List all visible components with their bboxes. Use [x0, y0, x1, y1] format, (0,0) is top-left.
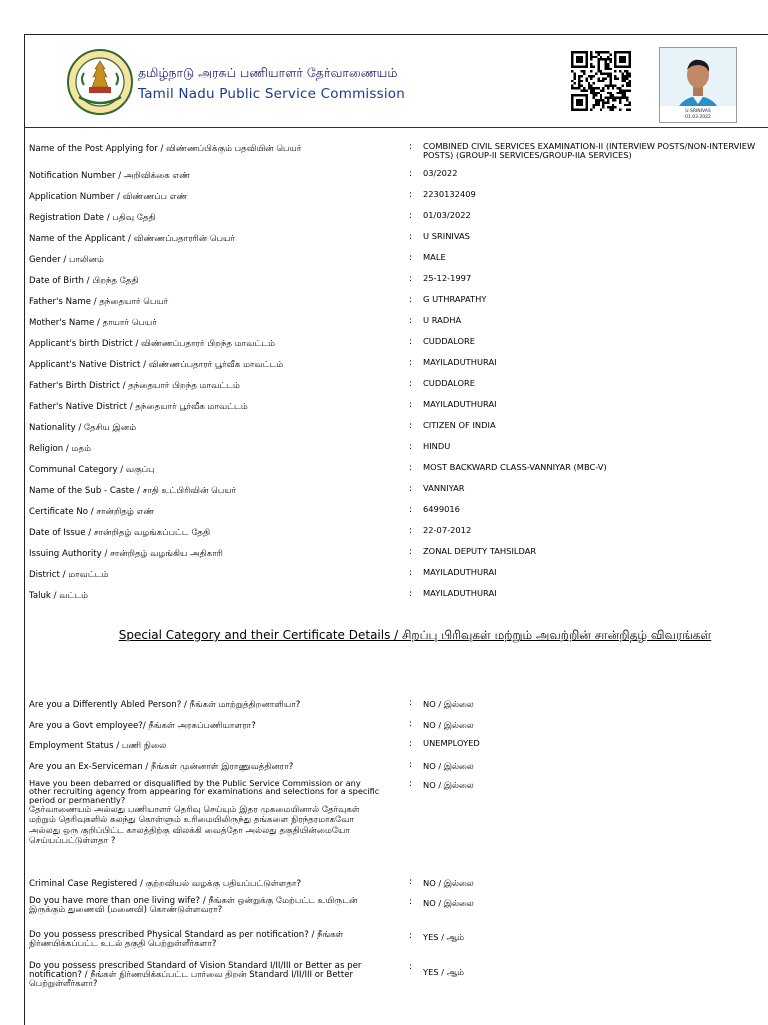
special-value: NO / இல்லை	[423, 898, 474, 908]
colon: :	[409, 779, 413, 789]
special-value: NO / இல்லை	[423, 878, 474, 888]
colon: :	[409, 358, 413, 368]
special-label: Do you possess prescribed Standard of Vision Standard I/II/III or Better as per notification? / நீங்கள் நிர்ணயிக்கப்பட்ட பார்வை திறன் Standard I/II/III or Better பெற்றுள்ளீர்களா?	[29, 961, 362, 989]
detail-value: U SRINIVAS	[423, 231, 470, 241]
special-label: Are you an Ex-Serviceman / நீங்கள் முன்னாள் இராணுவத்தினரா?	[29, 762, 294, 772]
detail-value: CUDDALORE	[423, 336, 476, 346]
colon: :	[409, 421, 413, 431]
detail-label: Gender / பாலினம்	[29, 255, 104, 265]
detail-label: District / மாவட்டம்	[29, 570, 109, 580]
colon: :	[409, 253, 413, 263]
detail-value: 2230132409	[423, 189, 476, 199]
detail-value: MAYILADUTHURAI	[423, 399, 497, 409]
colon: :	[409, 400, 413, 410]
colon: :	[409, 211, 413, 221]
colon: :	[409, 379, 413, 389]
colon: :	[409, 316, 413, 326]
colon: :	[409, 568, 413, 578]
special-label-tamil: தேர்வாணையம் அல்லது பணியாளர் தெரிவு செய்யும் இதர முகமையினால் தேர்வுகள் மற்றும் தெரிவுகளில் கலந்து கொள்ளும் உரிமையிலிருந்து தங்களை நிரந்தரமாகவோ அல்லது ஒரு குறிப்பிட்ட காலத்திற்கு விலக்கி வைத்தோ அல்லது தகுதியின்மையோ செய்யப்பட்டுள்ளதா ?	[29, 804, 360, 847]
special-value: NO / இல்லை	[423, 780, 474, 790]
detail-label: Date of Issue / சான்றிதழ் வழங்கப்பட்ட தேதி	[29, 528, 211, 538]
detail-value: MALE	[423, 252, 446, 262]
detail-value: ZONAL DEPUTY TAHSILDAR	[423, 546, 537, 556]
colon: :	[409, 337, 413, 347]
special-label	[29, 779, 385, 847]
colon: :	[409, 739, 413, 749]
detail-label: Applicant's birth District / விண்ணப்பதாரர் பிறந்த மாவட்டம்	[29, 339, 276, 349]
colon: :	[409, 232, 413, 242]
special-label: Employment Status / பணி நிலை	[29, 741, 167, 751]
colon: :	[409, 897, 413, 907]
colon: :	[409, 526, 413, 536]
special-value: NO / இல்லை	[423, 720, 474, 730]
special-value: YES / ஆம்	[423, 932, 464, 942]
detail-value: CUDDALORE	[423, 378, 476, 388]
special-category-title: Special Category and their Certificate Details / சிறப்பு பிரிவுகள் மற்றும் அவற்றின் சான்றிதழ் விவரங்கள்	[118, 628, 712, 642]
detail-value: 01/03/2022	[423, 210, 471, 220]
special-label: Are you a Differently Abled Person? / நீங்கள் மாற்றுத்திறனாளியா?	[29, 700, 301, 710]
detail-value: 25-12-1997	[423, 273, 472, 283]
detail-value: U RADHA	[423, 315, 462, 325]
application-page	[24, 34, 768, 1025]
colon: :	[409, 190, 413, 200]
detail-label: Name of the Post Applying for / விண்ணப்பிக்கும் பதவியின் பெயர்	[29, 144, 302, 154]
colon: :	[409, 274, 413, 284]
detail-label: Father's Name / தந்தையார் பெயர்	[29, 297, 169, 307]
colon: :	[409, 505, 413, 515]
colon: :	[409, 463, 413, 473]
colon: :	[409, 760, 413, 770]
detail-label: Application Number / விண்ணப்ப எண்	[29, 192, 188, 202]
special-value: UNEMPLOYED	[423, 738, 480, 748]
detail-label: Name of the Sub - Caste / சாதி உட்பிரிவின் பெயர்	[29, 486, 237, 496]
special-label: Are you a Govt employee?/ நீங்கள் அரசுப்பணியாளரா?	[29, 721, 256, 731]
detail-label: Date of Birth / பிறந்த தேதி	[29, 276, 139, 286]
detail-label: Certificate No / சான்றிதழ் எண்	[29, 507, 155, 517]
colon: :	[409, 877, 413, 887]
colon: :	[409, 962, 413, 972]
photo-caption-name: U.SRINIVAS	[685, 109, 711, 114]
page-header	[25, 35, 768, 128]
special-label-english: Have you been debarred or disqualified by the Public Service Commission or any other recruiting agency from appearing for examinations and selections for a specific period or permanently?	[29, 778, 380, 805]
detail-label: Issuing Authority / சான்றிதழ் வழங்கிய அதிகாரி	[29, 549, 223, 559]
detail-value: 22-07-2012	[423, 525, 472, 535]
colon: :	[409, 295, 413, 305]
special-value: NO / இல்லை	[423, 761, 474, 771]
detail-value: HINDU	[423, 441, 451, 451]
detail-label: Father's Native District / தந்தையார் பூர்வீக மாவட்டம்	[29, 402, 248, 412]
detail-label: Applicant's Native District / விண்ணப்பதாரர் பூர்வீக மாவட்டம்	[29, 360, 284, 370]
detail-value: MAYILADUTHURAI	[423, 588, 497, 598]
special-value: YES / ஆம்	[423, 967, 464, 977]
special-label: Do you possess prescribed Physical Standard as per notification? / நீங்கள் நிர்ணயிக்கப்பட்ட உடல் தகுதி பெற்றுள்ளீர்களா?	[29, 930, 344, 949]
colon: :	[409, 142, 413, 152]
detail-label: Communal Category / வகுப்பு	[29, 465, 155, 475]
detail-label: Religion / மதம்	[29, 444, 91, 454]
colon: :	[409, 547, 413, 557]
detail-label: Nationality / தேசிய இனம்	[29, 423, 137, 433]
detail-value: 03/2022	[423, 168, 458, 178]
detail-label: Notification Number / அறிவிக்கை எண்	[29, 171, 191, 181]
detail-label: Name of the Applicant / விண்ணப்பதாரரின் பெயர்	[29, 234, 235, 244]
colon: :	[409, 484, 413, 494]
colon: :	[409, 698, 413, 708]
detail-label: Mother's Name / தாயார் பெயர்	[29, 318, 157, 328]
detail-value: CITIZEN OF INDIA	[423, 420, 496, 430]
photo-caption-date: 01.03.2022	[685, 115, 711, 120]
qr-code-icon	[571, 51, 631, 111]
tnpsc-emblem-icon	[67, 49, 133, 115]
detail-value: VANNIYAR	[423, 483, 465, 493]
colon: :	[409, 442, 413, 452]
applicant-photo	[659, 47, 737, 123]
detail-value: 6499016	[423, 504, 460, 514]
colon: :	[409, 719, 413, 729]
detail-label: Registration Date / பதிவு தேதி	[29, 213, 156, 223]
special-label: Criminal Case Registered / குற்றவியல் வழக்கு பதியப்பட்டுள்ளதா?	[29, 879, 302, 889]
special-label: Do you have more than one living wife? / நீங்கள் ஒன்றுக்கு மேற்பட்ட உயிருடன் இருக்கும் துணைவி (மனைவி) கொண்டுள்ளவரா?	[29, 896, 358, 915]
detail-value: COMBINED CIVIL SERVICES EXAMINATION-II (INTERVIEW POSTS/NON-INTERVIEW POSTS) (GROUP-II SERVICES/GROUP-IIA SERVICES)	[423, 141, 756, 160]
colon: :	[409, 169, 413, 179]
colon: :	[409, 931, 413, 941]
org-name-english: Tamil Nadu Public Service Commission	[138, 86, 406, 102]
detail-value: MAYILADUTHURAI	[423, 567, 497, 577]
colon: :	[409, 589, 413, 599]
detail-label: Taluk / வட்டம்	[29, 591, 89, 601]
org-name-tamil: தமிழ்நாடு அரசுப் பணியாளர் தேர்வாணையம்	[138, 65, 398, 80]
detail-label: Father's Birth District / தந்தையார் பிறந்த மாவட்டம்	[29, 381, 240, 391]
detail-value: MAYILADUTHURAI	[423, 357, 497, 367]
detail-value: G UTHRAPATHY	[423, 294, 487, 304]
detail-value: MOST BACKWARD CLASS-VANNIYAR (MBC-V)	[423, 462, 607, 472]
special-value: NO / இல்லை	[423, 699, 474, 709]
